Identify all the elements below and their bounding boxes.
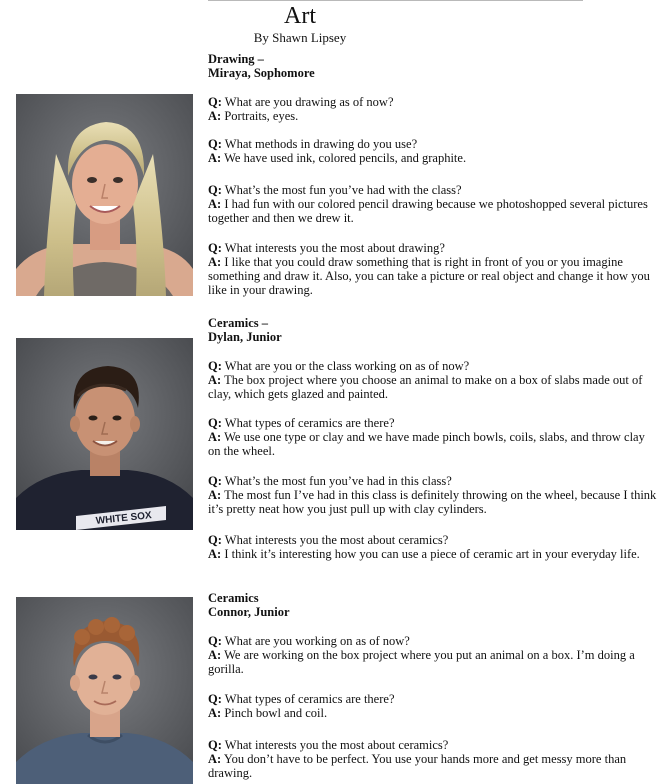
answer-text: A: Pinch bowl and coil. [208,706,328,720]
answer-text: A: The most fun I’ve had in this class is definitely throwing on the wheel, because I think it’s pretty neat how you just pull up with clay cylinders. [208,488,657,516]
qa-block [208,95,658,123]
qa-block [208,416,658,458]
byline: By Shawn Lipsey [253,30,347,45]
question-text: Q: What methods in drawing do you use? [208,137,418,151]
answer-text: A: I like that you could draw something that is right in front of you or you imagine something and draw it. Also, you can take a picture or real object and change it how you like in your drawing. [208,255,650,297]
question-text: Q: What interests you the most about ceramics? [208,533,449,547]
qa-block [208,634,658,676]
student-label: Dylan, Junior [208,330,282,344]
top-rule [208,0,583,1]
answer-text: A: You don’t have to be perfect. You use your hands more and get messy more than drawing. [208,752,627,780]
question-text: Q: What are you or the class working on as of now? [208,359,470,373]
qa-block [208,137,658,165]
answer-text: A: Portraits, eyes. [208,109,299,123]
photo-connor [16,597,193,784]
section-heading [208,591,290,619]
answer-text: A: We are working on the box project where you put an animal on a box. I’m doing a gorilla. [208,648,635,676]
question-text: Q: What types of ceramics are there? [208,416,395,430]
qa-block [208,474,658,516]
answer-text: A: We have used ink, colored pencils, and graphite. [208,151,467,165]
question-text: Q: What are you working on as of now? [208,634,410,648]
qa-block [208,241,658,297]
student-label: Miraya, Sophomore [208,66,315,80]
subject-label: Ceramics [208,591,259,605]
question-text: Q: What types of ceramics are there? [208,692,395,706]
subject-label: Ceramics – [208,316,269,330]
student-label: Connor, Junior [208,605,290,619]
qa-block [208,183,658,225]
qa-block [208,692,658,720]
question-text: Q: What are you drawing as of now? [208,95,394,109]
answer-text: A: I had fun with our colored pencil drawing because we photoshopped several pictures together and then we drew it. [208,197,648,225]
qa-block [208,359,658,401]
question-text: Q: What interests you the most about ceramics? [208,738,449,752]
question-text: Q: What’s the most fun you’ve had with the class? [208,183,462,197]
section-heading [208,52,315,80]
question-text: Q: What’s the most fun you’ve had in this class? [208,474,452,488]
qa-block [208,738,658,780]
section-heading [208,316,282,344]
question-text: Q: What interests you the most about drawing? [208,241,445,255]
shirt-logo-text: WHITE SOX [95,510,153,527]
photo-miraya [16,94,193,296]
subject-label: Drawing – [208,52,264,66]
answer-text: A: I think it’s interesting how you can use a piece of ceramic art in your everyday life. [208,547,640,561]
answer-text: A: We use one type or clay and we have made pinch bowls, coils, slabs, and throw clay on the wheel. [208,430,645,458]
page-title: Art [284,3,316,29]
answer-text: A: The box project where you choose an animal to make on a box of slabs made out of clay, which gets glazed and painted. [208,373,643,401]
photo-dylan [16,338,193,530]
qa-block [208,533,658,561]
